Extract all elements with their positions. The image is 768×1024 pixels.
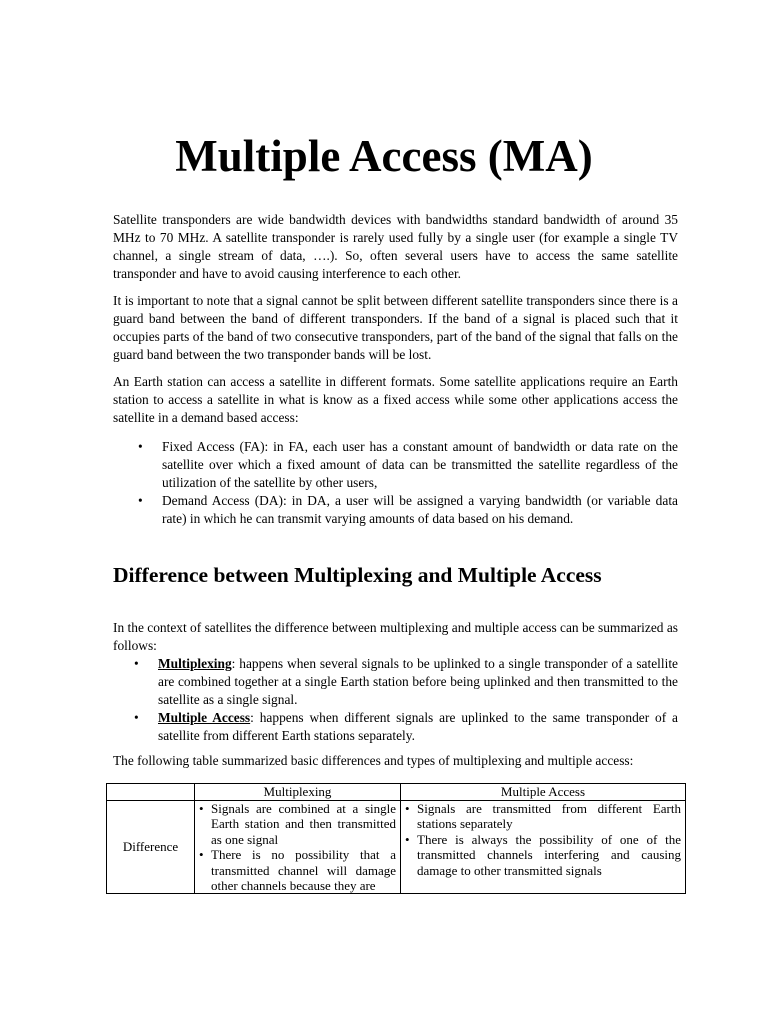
bullet-icon: • [199,800,204,816]
definition-text: : happens when several signals to be uplinked to a single transponder of a satellite are combined together at a single Earth station before being uplinked and then transmitted to the satellite as a single signal. [158,656,678,707]
list-item [199,801,396,848]
section-intro-paragraph: In the context of satellites the difference between multiplexing and multiple access can be summarized as follows: [113,620,678,653]
bullet-icon: • [134,710,139,725]
definition-text: : happens when different signals are uplinked to the same transponder of a satellite from different Earth stations separately. [158,710,678,743]
bullet-icon: • [199,847,204,862]
list-item [113,655,678,709]
guard-band-paragraph: It is important to note that a signal cannot be split between different satellite transponders since there is a guard band between the band of different transponders. If the band of a signal is placed such that it occupies parts of the band of two consecutive transponders, part of the band of the signal that falls on the guard band between the two transponder bands will be lost. [113,293,678,362]
table-row [107,800,686,893]
table-header-cell [107,784,195,801]
bullet-icon: • [405,831,410,847]
intro-paragraph: Satellite transponders are wide bandwidth devices with bandwidths standard bandwidth of around 35 MHz to 70 MHz. A satellite transponder is rarely used fully by a single user (for example a single TV channel, a single stream of data, ….). So, often several users have to access the same satellite transponder and have to avoid causing interference to each other. [113,212,678,281]
list-item-text: Fixed Access (FA): in FA, each user has a constant amount of bandwidth or data rate on the satellite over which a fixed amount of data can be transmitted the satellite regardless of the utilization of the satellite by other users, [162,439,678,490]
table-intro-paragraph: The following table summarized basic differences and types of multiplexing and multiple access: [113,753,634,768]
bullet-icon: • [138,439,143,454]
definition-term: Multiple Access [158,710,251,725]
bullet-icon: • [138,493,143,508]
list-item-text: There is no possibility that a transmitted channel will damage other channels because they are [211,847,396,893]
bullet-icon: • [405,800,410,816]
multiple-access-cell [401,800,686,893]
row-label: Difference [122,838,179,854]
list-item-text: There is always the possibility of one of the transmitted channels interfering and causing damage to other transmitted signals [417,831,681,878]
definitions-list [113,655,678,745]
bullet-icon: • [134,656,139,671]
cell-content [199,801,396,893]
row-label-cell [107,800,195,893]
multiple-access-points [405,801,681,879]
definition-term: Multiplexing [158,656,232,671]
cell-content [405,801,681,893]
list-item [405,801,681,832]
access-types-list [113,438,678,528]
access-formats-paragraph: An Earth station can access a satellite in different formats. Some satellite applications require an Earth station to access a satellite in what is know as a fixed access while some other applications access the satellite in a demand based access: [113,374,678,425]
table-header-row [107,784,686,801]
table-header-cell: Multiple Access [401,784,686,801]
list-item [199,847,396,893]
list-item-text: Demand Access (DA): in DA, a user will be assigned a varying bandwidth (or variable data rate) in which he can transmit varying amounts of data based on his demand. [162,493,678,526]
list-item-text: Signals are transmitted from different Earth stations separately [417,800,681,831]
section-heading: Difference between Multiplexing and Multiple Access [113,563,602,587]
page-title: Multiple Access (MA) [175,131,593,181]
list-item [113,492,678,528]
list-item [113,709,678,745]
multiplexing-cell [195,800,401,893]
comparison-table [106,783,686,894]
list-item-text: Signals are combined at a single Earth station and then transmitted as one signal [211,800,396,847]
multiplexing-points [199,801,396,893]
table-header-cell: Multiplexing [195,784,401,801]
list-item [113,438,678,492]
list-item [405,832,681,879]
